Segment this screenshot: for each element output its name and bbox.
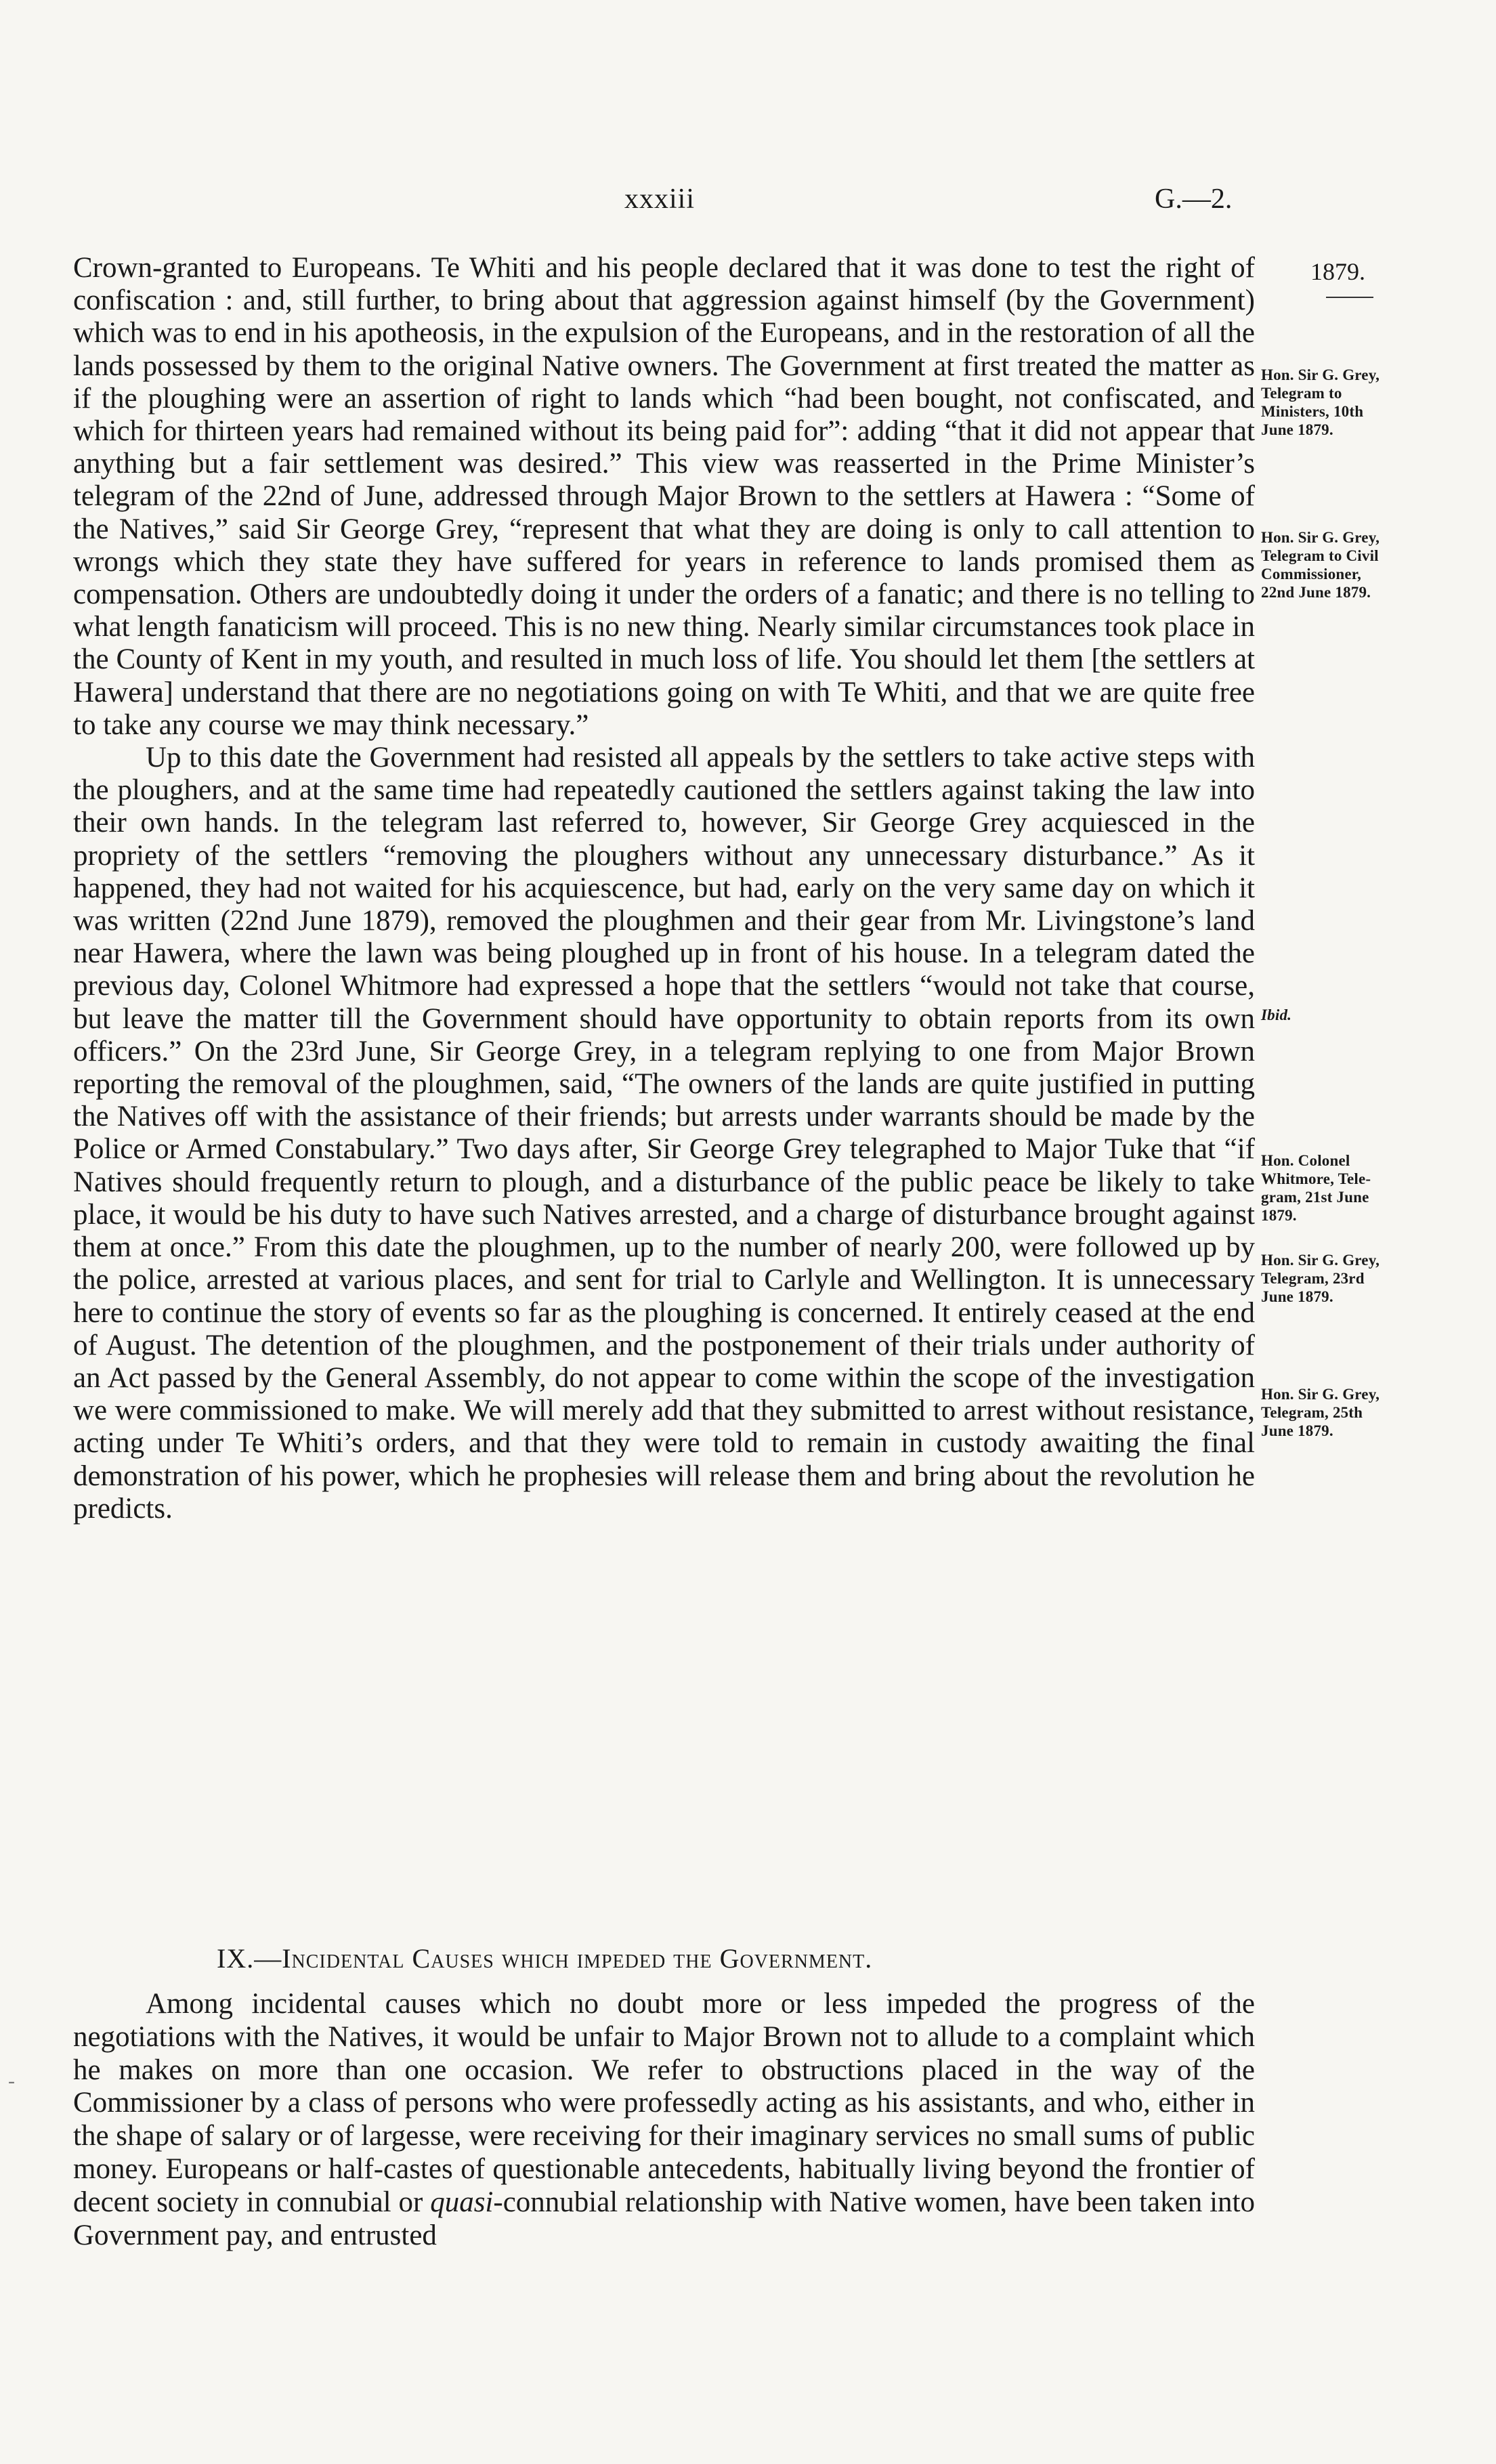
marginal-note [1261, 1151, 1495, 1225]
marginal-note-line: gram, 21st June [1261, 1189, 1369, 1206]
marginal-note-line: 22nd June 1879. [1261, 584, 1371, 601]
page-number: xxxiii [624, 184, 696, 215]
marginal-note-line: Ibid. [1261, 1006, 1292, 1023]
marginal-note-line: 1879. [1261, 1207, 1297, 1224]
page-header [0, 183, 1496, 224]
section-heading-number: IX.— [217, 1943, 282, 1974]
marginal-note-line: Telegram, 23rd [1261, 1270, 1365, 1287]
marginal-note-line: Hon. Sir G. Grey, [1261, 1252, 1380, 1269]
marginal-note-line: June 1879. [1261, 421, 1333, 438]
paragraph-2: Up to this date the Government had resisted all appeals by the settlers to take active steps with the ploughers, and at the same time had repeatedly cautioned the settlers against taking the law into their own hands. In the telegram last referred to, however, Sir George Grey acquiesced in the propriety of the settlers “removing the ploughers without any unnecessary disturbance.” As it happened, they had not waited for his acquiescence, but had, early on the very same day on which it was written (22nd June 1879), removed the ploughmen and their gear from Mr. Livingstone’s land near Hawera, where the lawn was being ploughed up in front of his house. In a telegram dated the previous day, Colonel Whitmore had expressed a hope that the settlers “would not take that course, but leave the matter till the Government should have opportunity to obtain reports from its own officers.” On the 23rd June, Sir George Grey, in a telegram replying to one from Major Brown reporting the removal of the ploughmen, said, “The owners of the lands are quite justified in putting the Natives off with the assistance of their friends; but arrests under warrants should be made by the Police or Armed Constabulary.” Two days after, Sir George Grey telegraphed to Major Tuke that “if Natives should frequently return to plough, and a disturbance of the public peace be likely to take place, it would be his duty to have such Natives arrested, and a charge of disturbance brought against them at once.” From this date the ploughmen, up to the number of nearly 200, were followed up by the police, arrested at various places, and sent for trial to Carlyle and Wellington. It is unnecessary here to continue the story of events so far as the ploughing is concerned. It entirely ceased at the end of August. The detention of the ploughmen, and the postponement of their trials under authority of an Act passed by the General Assembly, do not appear to come within the scope of the investigation we were commissioned to make. We will merely add that they submitted to arrest without resistance, acting under Te Whiti’s orders, and that they were told to remain in custody awaiting the final demonstration of his power, which he prophesies will release them and bring about the revolution he predicts. [73, 742, 1255, 1525]
marginal-note-line: Hon. Colonel [1261, 1152, 1350, 1169]
margin-year: 1879. [1310, 258, 1365, 285]
marginal-note-line: Telegram to [1261, 385, 1342, 402]
body-text [73, 252, 1255, 1525]
marginal-note-line: June 1879. [1261, 1422, 1333, 1439]
marginal-note-line: Commissioner, [1261, 566, 1362, 582]
marginal-note-line: Ministers, 10th [1261, 403, 1364, 420]
marginal-note [1261, 528, 1495, 601]
margin-rule [1326, 297, 1373, 298]
marginal-note-line: June 1879. [1261, 1288, 1333, 1305]
paragraph-1: Crown-granted to Europeans. Te Whiti and his people declared that it was done to test the right of confiscation : and, still further, to bring about that aggression against himself (by the Government) which was to end in his apotheosis, in the expulsion of the Europeans, and in the restoration of all the lands possessed by them to the original Native owners. The Government at first treated the matter as if the ploughing were an assertion of right to lands which “had been bought, not confiscated, and which for thirteen years had remained without its being paid for”: adding “that it did not appear that anything but a fair settlement was desired.” This view was reasserted in the Prime Minister’s telegram of the 22nd of June, addressed through Major Brown to the settlers at Hawera : “Some of the Natives,” said Sir George Grey, “represent that what they are doing is only to call attention to wrongs which they state they have suffered for years in reference to lands promised them as compensation. Others are undoubtedly doing it under the orders of a fanatic; and there is no telling to what length fanaticism will proceed. This is no new thing. Nearly similar circumstances took place in the County of Kent in my youth, and resulted in much loss of life. You should let them [the settlers at Hawera] understand that there are no negotiations going on with Te Whiti, and that we are quite free to take any course we may think necessary.” [73, 252, 1255, 741]
stray-mark: - [8, 2070, 15, 2092]
marginal-note [1261, 366, 1495, 439]
marginal-note-line: Hon. Sir G. Grey, [1261, 1386, 1380, 1403]
marginal-note-line: Hon. Sir G. Grey, [1261, 529, 1380, 546]
section-body [73, 1988, 1255, 2252]
document-reference: G.—2. [1155, 184, 1233, 215]
section-heading [217, 1942, 1165, 1974]
marginal-note [1261, 1006, 1495, 1024]
marginal-note-line: Telegram, 25th [1261, 1404, 1363, 1421]
section-text-1: Among incidental causes which no doubt more or less impeded the progress of the negotiations with the Natives, it would be unfair to Major Brown not to allude to a complaint which he makes on more than one occasion. We refer to obstructions placed in the way of the Commissioner by a class of persons who were professedly acting as his assistants, and who, either in the shape of salary or of largesse, were receiving for their imaginary services no small sums of public money. Europeans or half-castes of questionable antecedents, habitually living beyond the frontier of decent society in connubial or [73, 1988, 1255, 2218]
marginal-note-line: Whitmore, Tele- [1261, 1170, 1371, 1187]
section-text-italic: quasi [430, 2186, 494, 2218]
section-text-2: -connubial relationship with Native women, have been taken into Government pay, and entrusted [73, 2186, 1255, 2251]
marginal-note-line: Hon. Sir G. Grey, [1261, 366, 1380, 383]
marginal-note [1261, 1385, 1495, 1440]
section-heading-title: Incidental Causes which impeded the Government. [282, 1943, 873, 1974]
marginal-note-line: Telegram to Civil [1261, 547, 1379, 564]
section-paragraph [73, 1988, 1255, 2252]
marginal-note [1261, 1251, 1495, 1306]
